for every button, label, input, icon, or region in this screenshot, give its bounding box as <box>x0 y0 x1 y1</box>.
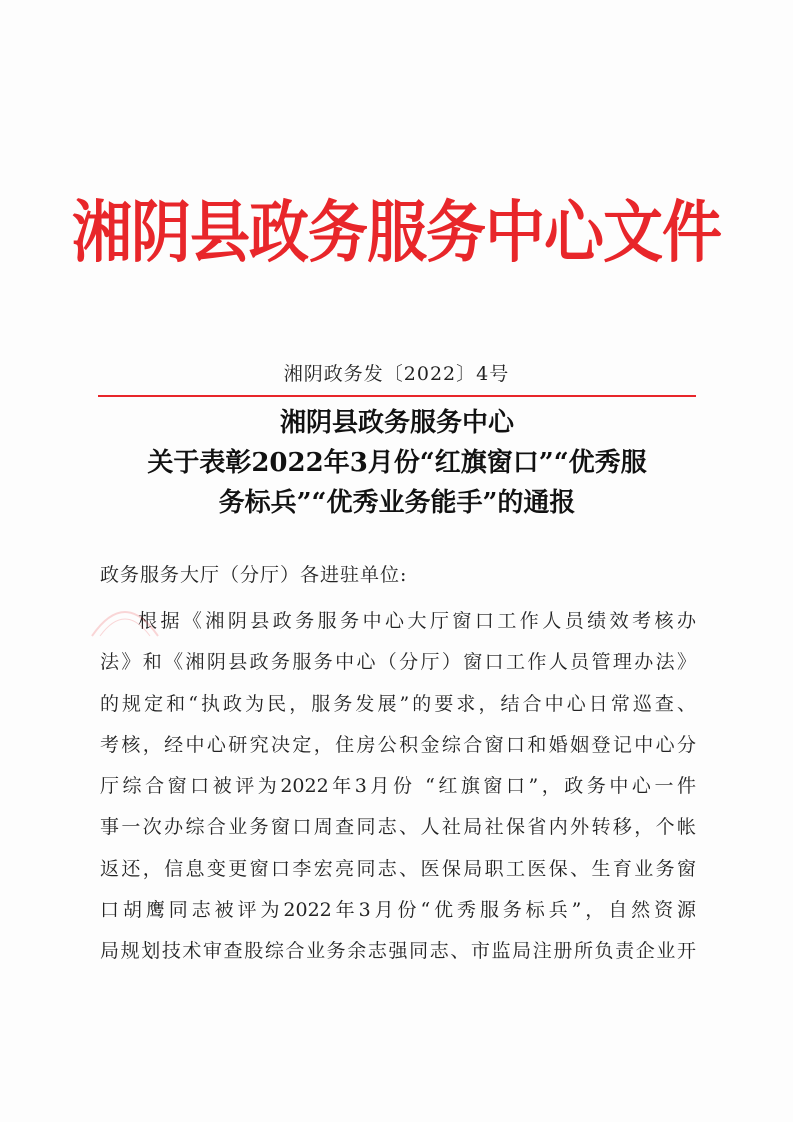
body-line: 法》和《湘阴县政务服务中心（分厅）窗口工作人员管理办法》 <box>100 651 696 674</box>
red-divider-line <box>98 395 696 397</box>
body-line: 考核，经中心研究决定，住房公积金综合窗口和婚姻登记中心分 <box>100 733 696 756</box>
notice-title <box>86 403 708 523</box>
body-line: 事一次办综合业务窗口周查同志、人社局社保省内外转移，个帐 <box>100 816 696 839</box>
notice-title-line-3: 务标兵”“优秀业务能手”的通报 <box>218 488 576 518</box>
document-header-title: 湘阴县政务服务中心文件 <box>72 193 721 273</box>
body-line: 厅综合窗口被评为2022年3月份 “红旗窗口”，政务中心一件 <box>100 775 696 798</box>
body-line: 局规划技术审查股综合业务余志强同志、市监局注册所负责企业开 <box>100 940 696 963</box>
body-line: 返还，信息变更窗口李宏亮同志、医保局职工医保、生育业务窗 <box>100 857 696 880</box>
body-line: 根据《湘阴县政务服务中心大厅窗口工作人员绩效考核办 <box>138 610 696 632</box>
document-number: 湘阴政务发〔2022〕4号 <box>283 363 510 385</box>
faint-seal-mark <box>90 598 160 638</box>
notice-body <box>100 601 696 973</box>
body-line: 的规定和“执政为民，服务发展”的要求，结合中心日常巡查、 <box>100 692 696 715</box>
notice-title-line-2: 关于表彰2022年3月份“红旗窗口”“优秀服 <box>147 448 647 478</box>
body-line: 口胡鹰同志被评为2022年3月份“优秀服务标兵”，自然资源 <box>100 899 696 922</box>
notice-title-line-1: 湘阴县政务服务中心 <box>279 408 514 438</box>
salutation: 政务服务大厅（分厅）各进驻单位: <box>100 564 408 586</box>
